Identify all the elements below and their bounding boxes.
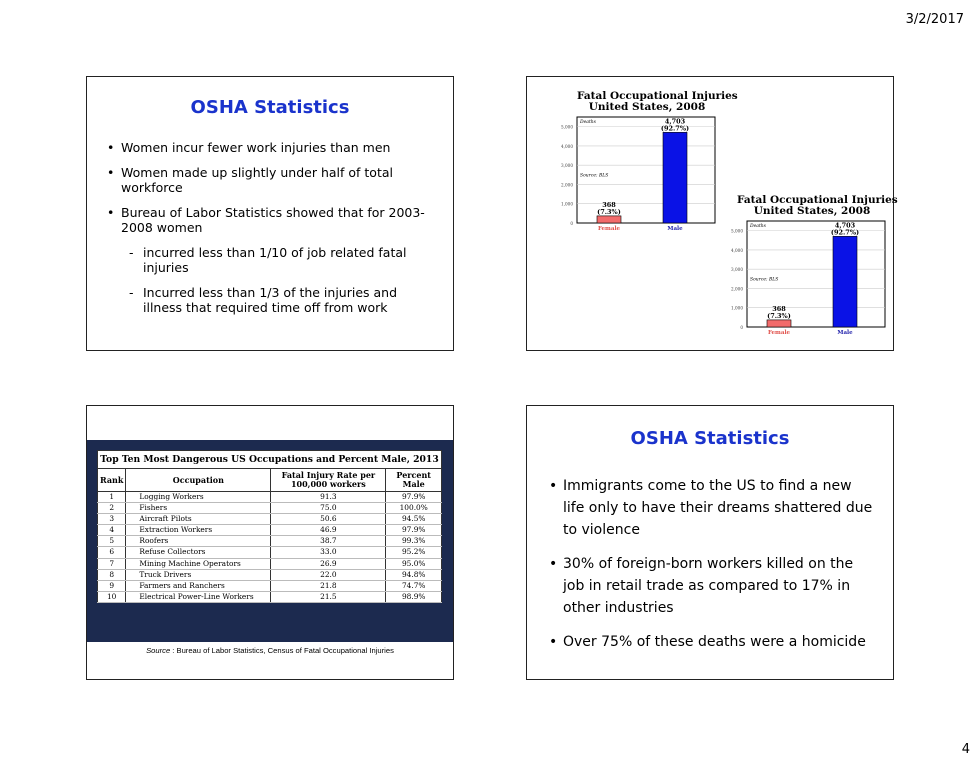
bullet-text: Immigrants come to the US to find a new life only to have their dreams shattered due to violence bbox=[563, 478, 873, 538]
source-note bbox=[87, 646, 453, 655]
table-row bbox=[98, 503, 442, 514]
data-label-percent: (92.7%) bbox=[830, 228, 860, 237]
table-cell: 33.0 bbox=[271, 547, 386, 558]
y-tick-label: 2,000 bbox=[561, 182, 573, 188]
page-number: 4 bbox=[961, 742, 970, 757]
page-date: 3/2/2017 bbox=[905, 12, 964, 27]
table-cell: 98.9% bbox=[386, 591, 442, 602]
y-tick-label: 3,000 bbox=[561, 163, 573, 169]
x-tick-label: Male bbox=[667, 226, 683, 232]
table-cell: 4 bbox=[98, 525, 126, 536]
table-cell: Refuse Collectors bbox=[126, 547, 271, 558]
table-row bbox=[98, 558, 442, 569]
data-label-value: 368 bbox=[602, 200, 616, 209]
table-cell: 7 bbox=[98, 558, 126, 569]
table-row bbox=[98, 580, 442, 591]
table-cell: 95.2% bbox=[386, 547, 442, 558]
table-cell: 97.9% bbox=[386, 492, 442, 503]
y-tick-label: 0 bbox=[570, 221, 573, 226]
sub-bullet-text: incurred less than 1/10 of job related fatal injuries bbox=[143, 245, 407, 275]
column-header: Percent Male bbox=[386, 469, 442, 492]
table-cell: 97.9% bbox=[386, 525, 442, 536]
table-cell: 75.0 bbox=[271, 503, 386, 514]
data-label-percent: (7.3%) bbox=[767, 311, 791, 320]
source-label: Source: BLS bbox=[750, 277, 779, 283]
y-axis-label: Deaths bbox=[750, 224, 766, 229]
table-cell: 94.5% bbox=[386, 514, 442, 525]
y-tick-label: 5,000 bbox=[561, 124, 573, 130]
data-label-percent: (7.3%) bbox=[597, 207, 621, 216]
slide-title: OSHA Statistics bbox=[630, 428, 790, 449]
table-cell: 74.7% bbox=[386, 580, 442, 591]
table-cell: Roofers bbox=[126, 536, 271, 547]
x-tick-label: Female bbox=[767, 330, 791, 336]
bullet-text: Women incur fewer work injuries than men bbox=[121, 140, 391, 155]
table-cell: 21.8 bbox=[271, 580, 386, 591]
table-cell: 1 bbox=[98, 492, 126, 503]
bullet-item: • 30% of foreign-born workers killed on the job in retail trade as compared to 17% in other industries bbox=[549, 556, 854, 616]
slide-dangerous-occupations-table bbox=[86, 405, 454, 680]
table-cell: 10 bbox=[98, 591, 126, 602]
table-cell: 2 bbox=[98, 503, 126, 514]
bar-female bbox=[767, 320, 791, 327]
table-cell: Mining Machine Operators bbox=[126, 558, 271, 569]
table-row bbox=[98, 591, 442, 602]
bullet-item: • Bureau of Labor Statistics showed that for 2003-2008 women - incurred less than 1/10 of job related fatal injuries - Incurred less than 1/3 of the injuries and illness that required time off from work bbox=[121, 205, 433, 315]
bullet-item: • Women made up slightly under half of total workforce bbox=[107, 165, 393, 195]
data-label-value: 4,703 bbox=[834, 221, 856, 230]
bullet-list bbox=[549, 475, 873, 653]
source-label: Source: BLS bbox=[580, 173, 609, 179]
bar-chart-fatal-injuries-2 bbox=[707, 194, 898, 345]
y-tick-label: 3,000 bbox=[731, 267, 743, 273]
table-cell: 38.7 bbox=[271, 536, 386, 547]
bar-male bbox=[833, 236, 857, 327]
y-tick-label: 4,000 bbox=[731, 247, 743, 253]
table-cell: Truck Drivers bbox=[126, 569, 271, 580]
data-label-value: 4,703 bbox=[664, 117, 686, 126]
bullet-text: Women made up slightly under half of total workforce bbox=[121, 165, 393, 195]
table-cell: 8 bbox=[98, 569, 126, 580]
table-cell: Farmers and Ranchers bbox=[126, 580, 271, 591]
y-tick-label: 1,000 bbox=[561, 201, 573, 207]
table-cell: 6 bbox=[98, 547, 126, 558]
table-cell: 95.0% bbox=[386, 558, 442, 569]
slide-osha-statistics-immigrants bbox=[526, 405, 894, 680]
table-cell: 21.5 bbox=[271, 591, 386, 602]
table-row bbox=[98, 514, 442, 525]
table-row bbox=[98, 492, 442, 503]
bar-male bbox=[663, 132, 687, 223]
sub-bullet-list bbox=[129, 245, 433, 315]
table-cell: 22.0 bbox=[271, 569, 386, 580]
table-cell: 99.3% bbox=[386, 536, 442, 547]
bullet-text: Over 75% of these deaths were a homicide bbox=[563, 634, 866, 650]
table-cell: 91.3 bbox=[271, 492, 386, 503]
table-cell: Logging Workers bbox=[126, 492, 271, 503]
table-cell: Fishers bbox=[126, 503, 271, 514]
table-cell: Extraction Workers bbox=[126, 525, 271, 536]
y-tick-label: 5,000 bbox=[731, 228, 743, 234]
table-cell: Aircraft Pilots bbox=[126, 514, 271, 525]
table-row bbox=[98, 547, 442, 558]
sub-bullet-text: Incurred less than 1/3 of the injuries and illness that required time off from work bbox=[143, 285, 398, 315]
table-cell: 5 bbox=[98, 536, 126, 547]
chart-title: Fatal Occupational Injuries United States, 2008 bbox=[577, 90, 738, 113]
table-row bbox=[98, 536, 442, 547]
table-cell: 26.9 bbox=[271, 558, 386, 569]
y-axis-label: Deaths bbox=[580, 120, 596, 125]
table-cell: Electrical Power-Line Workers bbox=[126, 591, 271, 602]
table-cell: 3 bbox=[98, 514, 126, 525]
table-row bbox=[98, 569, 442, 580]
table-cell: 9 bbox=[98, 580, 126, 591]
table-row bbox=[98, 525, 442, 536]
y-tick-label: 4,000 bbox=[561, 143, 573, 149]
data-label-value: 368 bbox=[772, 304, 786, 313]
sub-bullet-item: - Incurred less than 1/3 of the injuries and illness that required time off from work bbox=[129, 285, 398, 315]
bullet-list bbox=[107, 140, 433, 315]
column-header: Occupation bbox=[126, 469, 271, 492]
bar-chart-fatal-injuries-1 bbox=[537, 90, 738, 241]
table-header-row bbox=[98, 469, 442, 492]
table-cell: 46.9 bbox=[271, 525, 386, 536]
data-label-percent: (92.7%) bbox=[660, 124, 690, 133]
column-header: Rank bbox=[98, 469, 126, 492]
x-tick-label: Male bbox=[837, 330, 853, 336]
bullet-text: Bureau of Labor Statistics showed that for 2003-2008 women bbox=[121, 205, 425, 235]
bullet-item: • Immigrants come to the US to find a new life only to have their dreams shattered due to violence bbox=[549, 478, 873, 538]
y-tick-label: 2,000 bbox=[731, 286, 743, 292]
chart-title: Fatal Occupational Injuries United States, 2008 bbox=[737, 194, 898, 217]
bar-female bbox=[597, 216, 621, 223]
bullet-text: 30% of foreign-born workers killed on the job in retail trade as compared to 17% in other industries bbox=[563, 556, 854, 616]
slide-title: OSHA Statistics bbox=[190, 97, 350, 118]
source-text: : Bureau of Labor Statistics, Census of Fatal Occupational Injuries bbox=[170, 646, 394, 655]
table-cell: 100.0% bbox=[386, 503, 442, 514]
column-header: Fatal Injury Rate per 100,000 workers bbox=[271, 469, 386, 492]
slide-fatal-injuries-charts bbox=[526, 76, 898, 351]
bullet-item: • Women incur fewer work injuries than men bbox=[107, 140, 391, 155]
occupations-table bbox=[97, 450, 442, 603]
table-cell: 50.6 bbox=[271, 514, 386, 525]
bullet-item: • Over 75% of these deaths were a homicide bbox=[549, 634, 866, 650]
table-title: Top Ten Most Dangerous US Occupations and Percent Male, 2013 bbox=[97, 450, 442, 468]
source-label: Source bbox=[146, 646, 171, 655]
y-tick-label: 0 bbox=[740, 325, 743, 330]
sub-bullet-item: - incurred less than 1/10 of job related fatal injuries bbox=[129, 245, 407, 275]
y-tick-label: 1,000 bbox=[731, 305, 743, 311]
x-tick-label: Female bbox=[597, 226, 621, 232]
slide-osha-statistics-women bbox=[86, 76, 454, 351]
table-cell: 94.8% bbox=[386, 569, 442, 580]
